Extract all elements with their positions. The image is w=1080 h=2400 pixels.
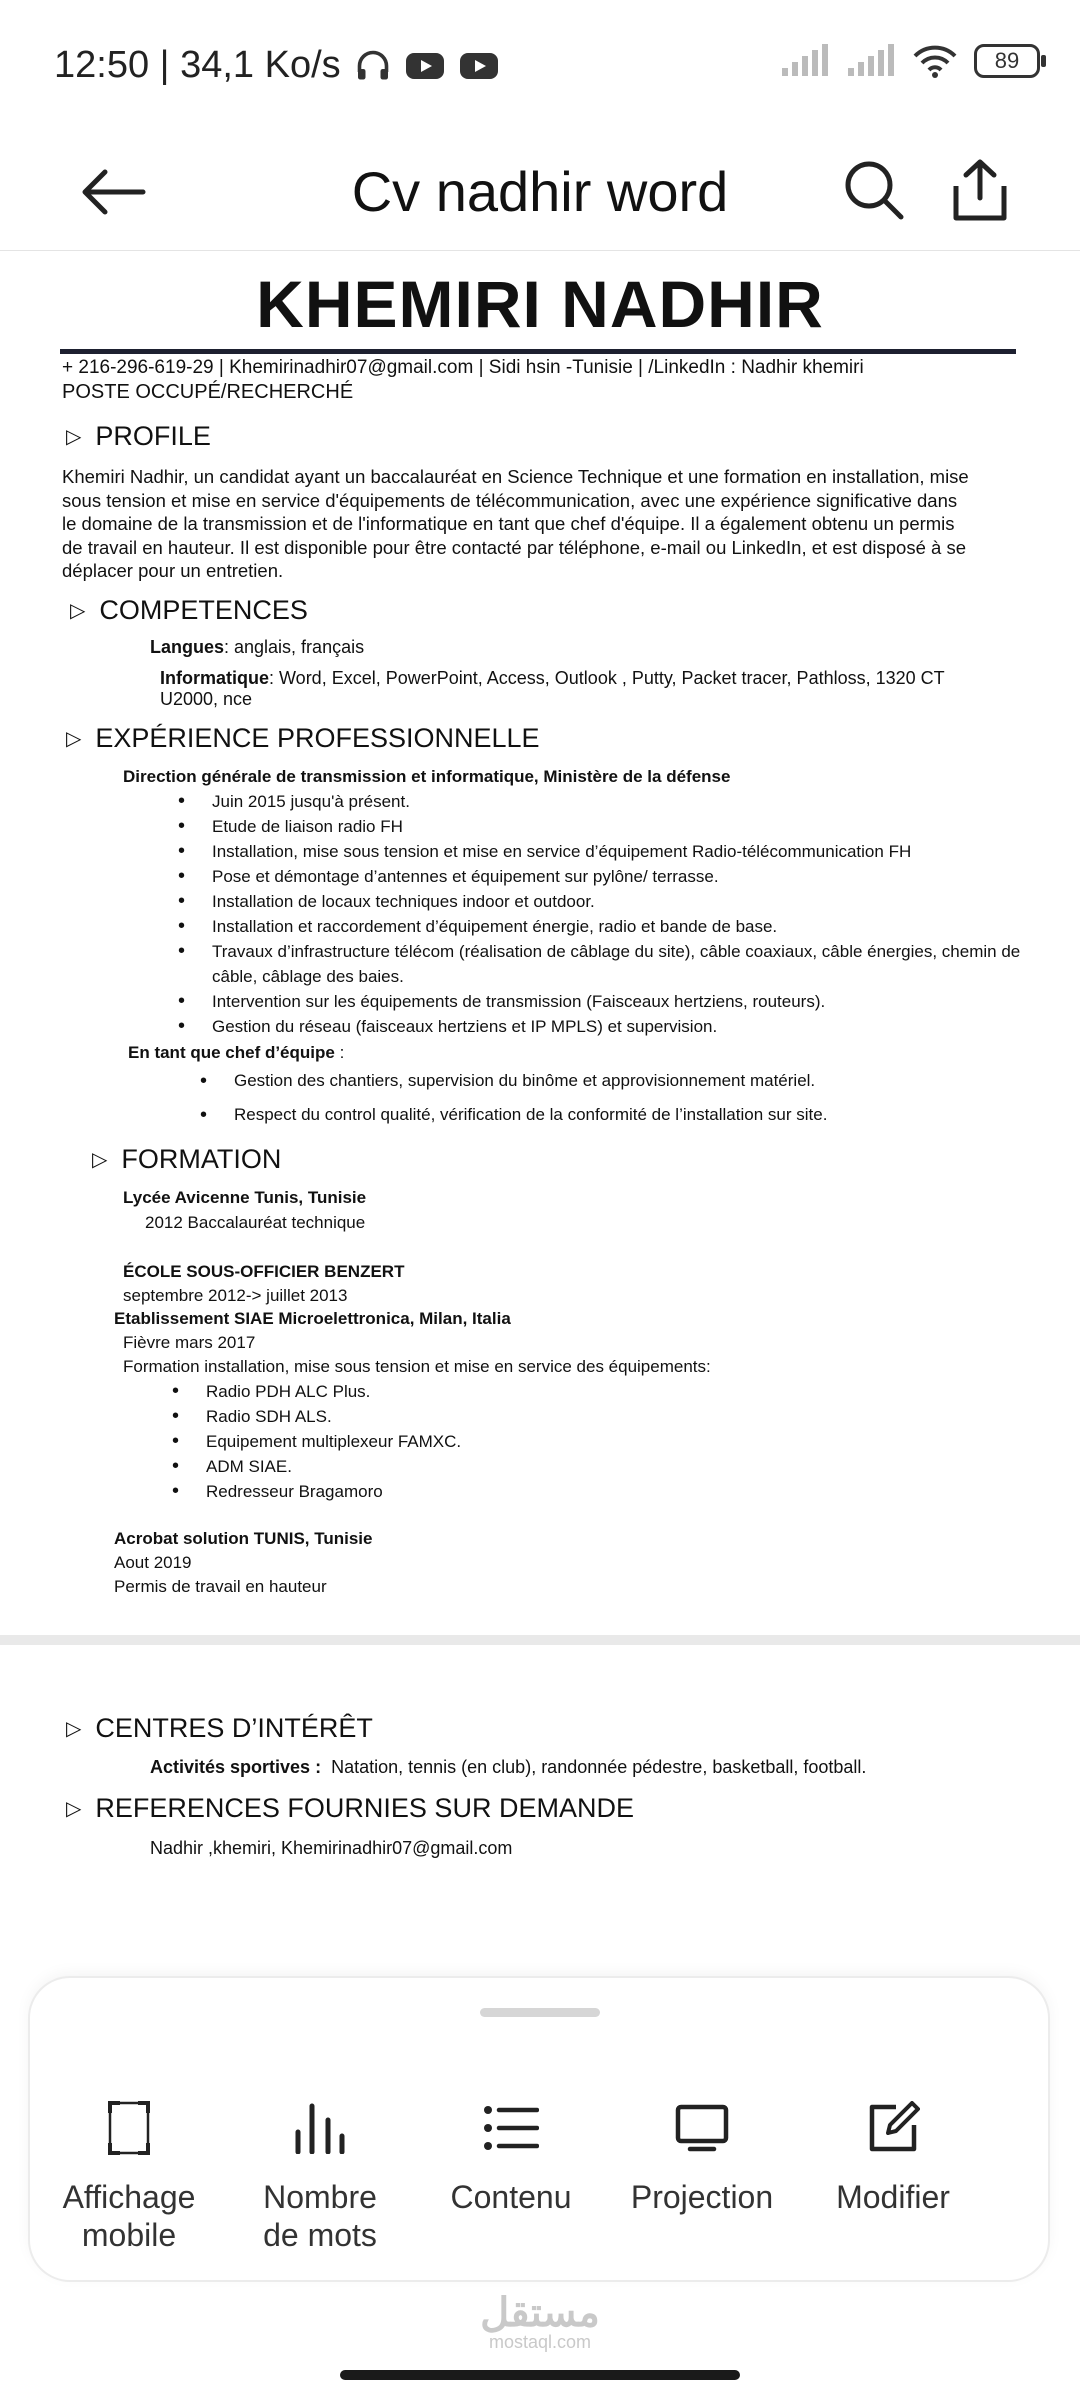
action-label: Projection — [630, 2179, 774, 2215]
status-time-speed: 12:50 | 34,1 Ko/s — [54, 44, 341, 86]
headphones-icon — [355, 48, 391, 84]
section-references — [66, 1793, 634, 1824]
section-interets — [66, 1713, 373, 1744]
formation-acrobat-date: Aout 2019 — [114, 1553, 192, 1572]
informatique-line — [160, 668, 990, 710]
document-page-2[interactable] — [0, 1645, 1080, 2025]
list-item: • Etude de liaison radio FH — [178, 814, 1078, 839]
list-item: • Respect du control qualité, vérification de la conformité de l’installation sur site. — [200, 1098, 1060, 1132]
projection-icon — [674, 2103, 730, 2153]
word-count-icon — [292, 2102, 348, 2154]
triangle-bullet-icon: ▷ — [92, 1149, 108, 1171]
chef-label-line — [128, 1043, 344, 1063]
list-item: • Pose et démontage d’antennes et équipement sur pylône/ terrasse. — [178, 864, 1078, 889]
document-page-1[interactable] — [0, 250, 1080, 1636]
contents-button[interactable] — [416, 2096, 606, 2216]
gesture-nav-bar[interactable] — [340, 2370, 740, 2380]
share-button[interactable] — [940, 150, 1020, 230]
list-item: • Radio SDH ALS. — [172, 1404, 872, 1429]
mobile-view-button[interactable] — [34, 2096, 224, 2254]
siae-list — [172, 1379, 872, 1504]
formation-lycee-detail: 2012 Baccalauréat technique — [145, 1213, 366, 1232]
profile-line: de travail en hauteur. Il est disponible pour être contacté par téléphone, e-mail ou LinkedIn, et est disposé à se — [62, 536, 966, 558]
triangle-bullet-icon: ▷ — [66, 426, 82, 448]
share-icon — [950, 158, 1010, 222]
action-label: Modifier — [836, 2179, 950, 2215]
list-item: • Redresseur Bragamoro — [172, 1479, 872, 1504]
triangle-bullet-icon: ▷ — [70, 600, 86, 622]
search-icon — [843, 159, 905, 221]
watermark-logo — [0, 2290, 1080, 2353]
signal-icon — [846, 44, 896, 78]
profile-line: Khemiri Nadhir, un candidat ayant un baccalauréat en Science Technique et une formation en installation, mise — [62, 466, 969, 487]
search-button[interactable] — [834, 150, 914, 230]
contents-list-icon — [483, 2105, 539, 2151]
section-title: REFERENCES FOURNIES SUR DEMANDE — [95, 1793, 634, 1823]
list-item: • Juin 2015 jusqu'à présent. — [178, 789, 1078, 814]
activites-label: Activités sportives : — [150, 1757, 322, 1777]
exp-employer: Direction générale de transmission et informatique, Ministère de la défense — [123, 767, 731, 786]
langues-value: : anglais, français — [224, 637, 365, 657]
cv-contact: + 216-296-619-29 | Khemirinadhir07@gmail.com | Sidi hsin -Tunisie | /LinkedIn : Nadhir khemiri — [62, 357, 864, 378]
section-profile — [66, 421, 211, 452]
list-item-continuation — [178, 964, 1078, 989]
profile-line: déplacer pour un entretien. — [62, 560, 284, 581]
section-competences — [70, 595, 308, 626]
section-title: CENTRES D’INTÉRÊT — [95, 1713, 373, 1743]
list-item-text: câble, câblage des baies. — [212, 967, 404, 986]
section-title: EXPÉRIENCE PROFESSIONNELLE — [95, 723, 540, 753]
sheet-drag-handle[interactable] — [480, 2008, 600, 2017]
formation-siae-date: Fièvre mars 2017 — [123, 1333, 256, 1352]
word-count-button[interactable] — [225, 2096, 415, 2254]
profile-text — [62, 465, 1014, 583]
chef-colon: : — [334, 1043, 345, 1062]
formation-acrobat-detail: Permis de travail en hauteur — [114, 1577, 327, 1596]
cv-poste: POSTE OCCUPÉ/RECHERCHÉ — [62, 381, 354, 403]
profile-line: le domaine de la transmission et de l'informatique en tant que chef d'équipe. Il a également obtenu un permis — [62, 513, 955, 534]
cv-name: KHEMIRI NADHIR — [256, 267, 824, 341]
informatique-value: : Word, Excel, PowerPoint, Access, Outlook , Putty, Packet tracer, Pathloss, 1320 CT — [269, 668, 945, 688]
triangle-bullet-icon: ▷ — [66, 728, 82, 750]
list-item: • Installation de locaux techniques indoor et outdoor. — [178, 889, 1078, 914]
formation-siae-detail: Formation installation, mise sous tension et mise en service des équipements: — [123, 1357, 711, 1376]
formation-lycee: Lycée Avicenne Tunis, Tunisie — [123, 1188, 367, 1207]
signal-icon — [780, 44, 830, 78]
formation-siae: Etablissement SIAE Microelettronica, Milan, Italia — [114, 1309, 511, 1328]
page-separator — [0, 1635, 1080, 1645]
edit-button[interactable] — [798, 2096, 988, 2216]
app-bar — [0, 130, 1080, 250]
action-label: mobile — [81, 2217, 177, 2253]
mobile-view-icon — [106, 2099, 152, 2157]
youtube-icon — [405, 51, 445, 81]
list-item: • Gestion du réseau (faisceaux hertziens et IP MPLS) et supervision. — [178, 1014, 1078, 1039]
profile-line: sous tension et mise en service d'équipements de télécommunication, avec une expérience significative dans — [62, 489, 958, 511]
action-label: de mots — [263, 2217, 377, 2253]
edit-icon — [866, 2101, 920, 2155]
list-item: • Installation, mise sous tension et mise en service d’équipement Radio-télécommunication FH — [178, 839, 1078, 864]
informatique-label: Informatique — [160, 668, 270, 688]
chef-label: En tant que chef d’équipe — [128, 1043, 335, 1062]
exp-list — [178, 789, 1078, 1039]
activites-line — [150, 1757, 866, 1778]
watermark-latin: mostaql.com — [488, 2332, 592, 2352]
list-item: • Travaux d’infrastructure télécom (réalisation de câblage du site), câble coaxiaux, câble énergies, chemin de — [178, 939, 1078, 964]
section-title: COMPETENCES — [99, 595, 308, 625]
section-formation — [92, 1144, 281, 1175]
references-value: Nadhir ,khemiri, Khemirinadhir07@gmail.com — [150, 1838, 513, 1858]
chef-list — [200, 1064, 1060, 1132]
name-divider — [60, 349, 1016, 354]
list-item: • Installation et raccordement d’équipement énergie, radio et bande de base. — [178, 914, 1078, 939]
action-label: Nombre — [263, 2179, 377, 2215]
list-item: • ADM SIAE. — [172, 1454, 872, 1479]
wifi-icon — [912, 44, 958, 78]
langues-line — [150, 637, 364, 658]
action-label: Contenu — [450, 2179, 572, 2215]
list-item: • Gestion des chantiers, supervision du binôme et approvisionnement matériel. — [200, 1064, 1060, 1098]
list-item: • Intervention sur les équipements de transmission (Faisceaux hertziens, routeurs). — [178, 989, 1078, 1014]
formation-acrobat: Acrobat solution TUNIS, Tunisie — [114, 1529, 373, 1548]
youtube-icon — [459, 51, 499, 81]
activites-value: Natation, tennis (en club), randonnée pédestre, basketball, football. — [331, 1757, 867, 1777]
projection-button[interactable] — [607, 2096, 797, 2216]
formation-ecole: ÉCOLE SOUS-OFFICIER BENZERT — [123, 1262, 405, 1281]
section-title: FORMATION — [121, 1144, 282, 1174]
informatique-value-2: U2000, nce — [160, 689, 253, 709]
watermark-arabic: مستقل — [480, 2291, 600, 2335]
triangle-bullet-icon: ▷ — [66, 1798, 82, 1820]
formation-ecole-detail: septembre 2012-> juillet 2013 — [123, 1286, 348, 1305]
langues-label: Langues — [150, 637, 225, 657]
section-experience — [66, 723, 540, 754]
status-bar — [0, 0, 1080, 130]
action-label: Affichage — [62, 2179, 196, 2215]
status-left — [54, 44, 499, 87]
status-right — [780, 44, 1040, 78]
list-item: • Radio PDH ALC Plus. — [172, 1379, 872, 1404]
list-item: • Equipement multiplexeur FAMXC. — [172, 1429, 872, 1454]
triangle-bullet-icon: ▷ — [66, 1718, 82, 1740]
section-title: PROFILE — [95, 421, 211, 451]
bottom-sheet — [30, 1978, 1048, 2280]
battery-level: 89 — [994, 48, 1020, 73]
document-title: Cv nadhir word — [351, 160, 729, 223]
battery-indicator — [974, 44, 1040, 78]
